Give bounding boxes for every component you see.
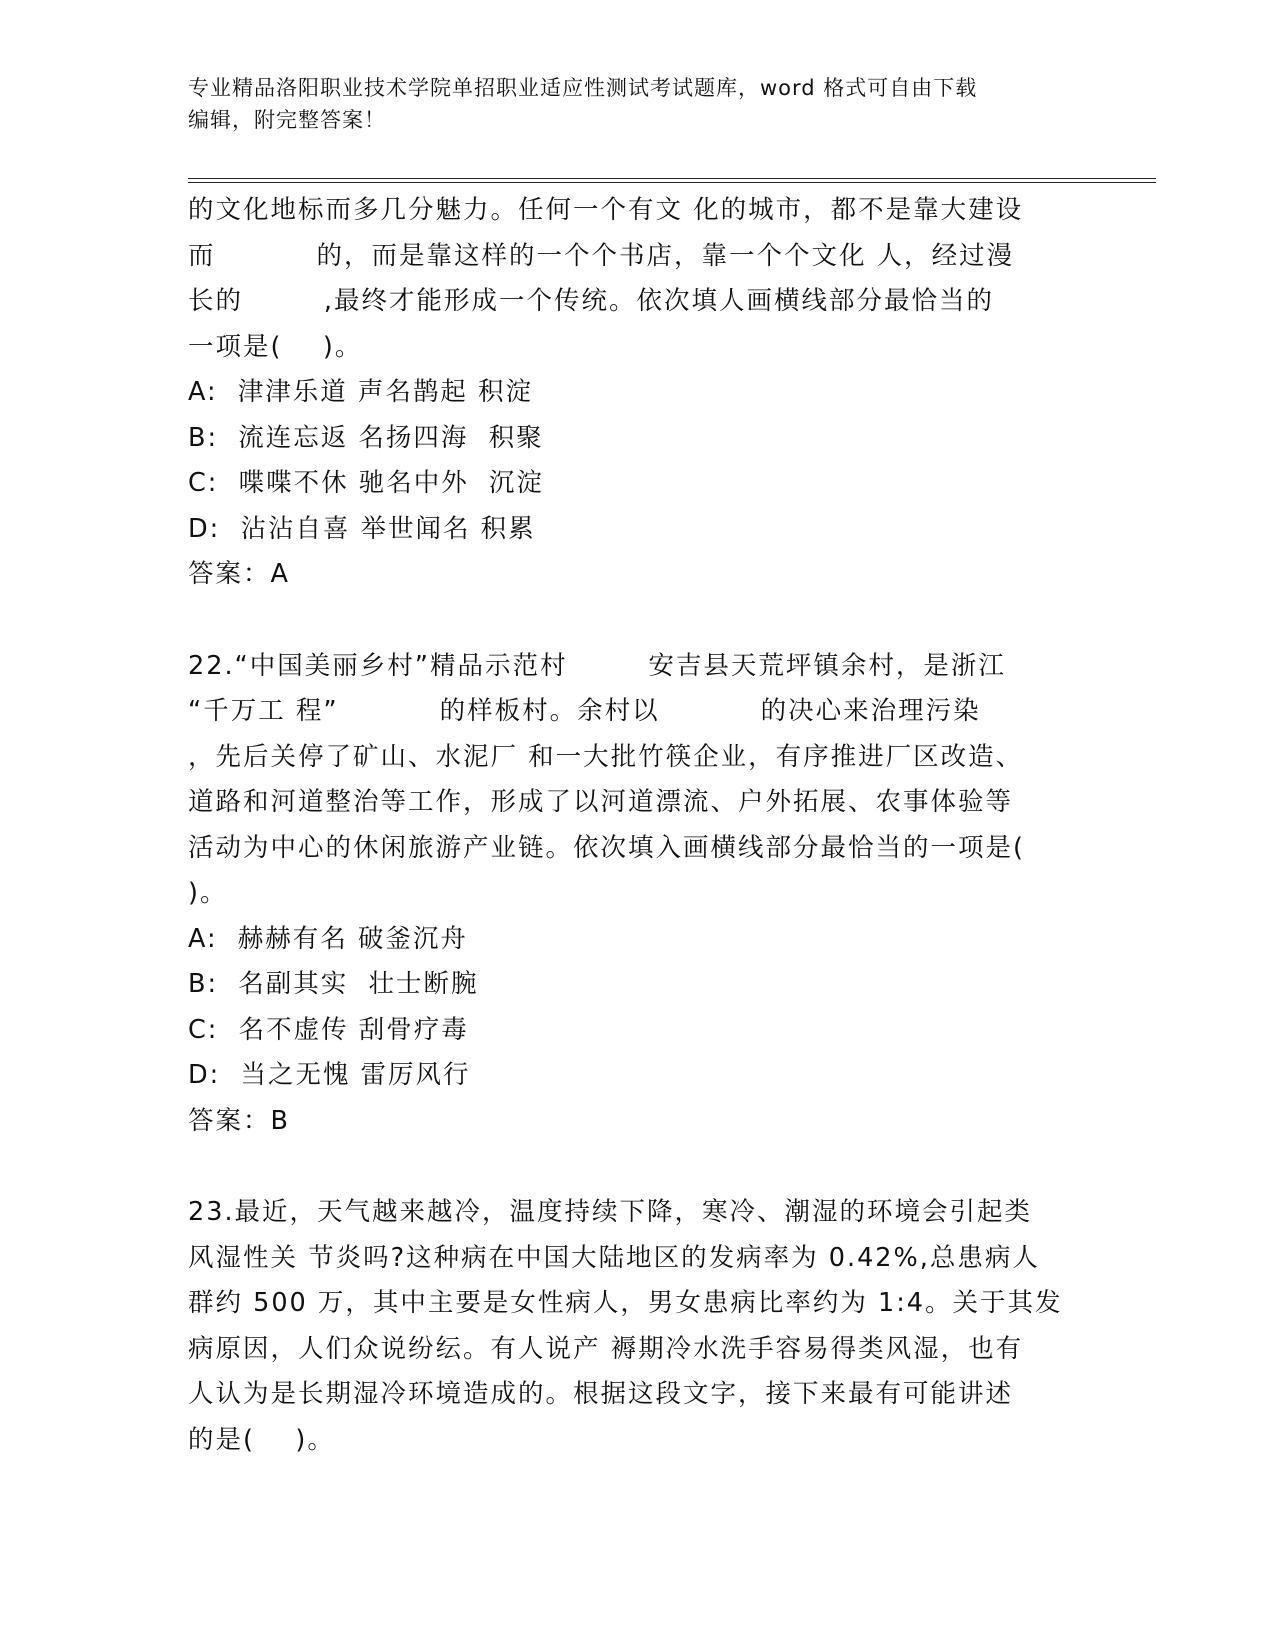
question-21-text-line: 的文化地标而多几分魅力。任何一个有文 化的城市，都不是靠大建设	[188, 195, 1024, 225]
question-21-answer: 答案：A	[188, 559, 290, 589]
question-22-option-c: C: 名不虚传 刮骨疗毒	[188, 1014, 469, 1045]
question-22-text-line: 道路和河道整治等工作，形成了以河道漂流、户外拓展、农事体验等	[188, 787, 1014, 817]
question-22-option-b: B: 名副其实 壮士断腕	[188, 969, 479, 999]
question-22-text-line: 22.“中国美丽乡村”精品示范村 安吉县天荒坪镇余村，是浙江	[188, 650, 1006, 681]
question-22	[188, 644, 1088, 1145]
question-spacer	[188, 1144, 1088, 1190]
question-23-text-line: 群约 500 万，其中主要是女性病人，男女患病比率约为 1:4。关于其发	[188, 1288, 1063, 1318]
page-header	[188, 72, 1068, 136]
header-line-2: 编辑，附完整答案！	[188, 108, 386, 132]
question-22-text-line: )。	[188, 878, 228, 908]
header-line-1: 专业精品洛阳职业技术学院单招职业适应性测试考试题库，word 格式可自由下载	[188, 76, 978, 100]
question-23-text-line: 人认为是长期湿冷环境造成的。根据这段文字，接下来最有可能讲述	[188, 1379, 1014, 1409]
question-spacer	[188, 598, 1088, 644]
question-21-text-line: 长的 ,最终才能形成一个传统。依次填人画横线部分最恰当的	[188, 286, 994, 316]
document-body	[188, 188, 1088, 1463]
question-21-option-d: D: 沾沾自喜 举世闻名 积累	[188, 513, 536, 544]
question-23-text-line: 的是( )。	[188, 1424, 335, 1455]
question-23-text-line: 风湿性关 节炎吗?这种病在中国大陆地区的发病率为 0.42%,总患病人	[188, 1242, 1040, 1273]
question-23-text-line: 病原因，人们众说纷纭。有人说产 褥期冷水洗手容易得类风湿，也有	[188, 1333, 1024, 1364]
question-22-option-d: D: 当之无愧 雷厉风行	[188, 1060, 471, 1090]
header-divider-top	[188, 178, 1156, 179]
question-21-text-line: 而 的，而是靠这样的一个个书店，靠一个个文化 人，经过漫	[188, 240, 1015, 271]
question-23-text-line: 23.最近，天气越来越冷，温度持续下降，寒冷、潮湿的环境会引起类	[188, 1197, 1033, 1227]
question-21-text-line: 一项是( )。	[188, 331, 363, 362]
question-22-option-a: A: 赫赫有名 破釜沉舟	[188, 923, 468, 954]
question-21-option-b: B: 流连忘返 名扬四海 积聚	[188, 422, 544, 453]
question-22-answer: 答案：B	[188, 1105, 290, 1136]
question-22-text-line: 活动为中心的休闲旅游产业链。依次填入画横线部分最恰当的一项是(	[188, 832, 1025, 863]
question-21-option-c: C: 喋喋不休 驰名中外 沉淀	[188, 468, 544, 498]
header-divider-bottom	[188, 182, 1156, 183]
question-22-text-line: “千万工 程” 的样板村。余村以 的决心来治理污染	[188, 696, 981, 726]
question-23	[188, 1190, 1088, 1463]
question-21-option-a: A: 津津乐道 声名鹊起 积淀	[188, 377, 534, 407]
question-21	[188, 188, 1088, 598]
question-22-text-line: ，先后关停了矿山、水泥厂 和一大批竹筷企业，有序推进厂区改造、	[188, 741, 1024, 772]
